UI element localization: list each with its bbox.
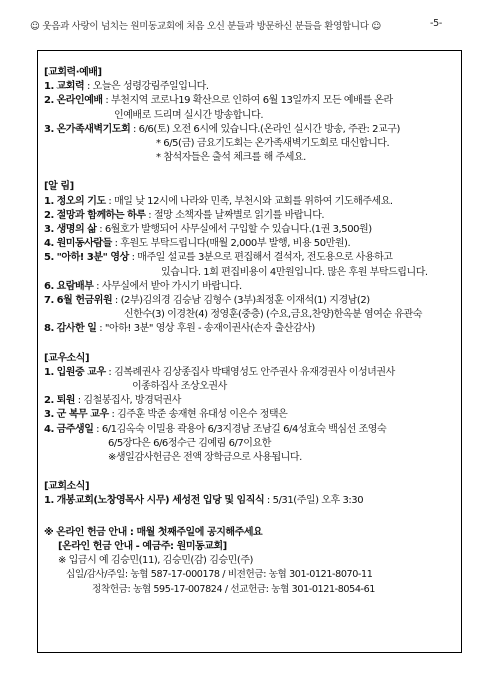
section-heading-members: [교우소식] [44, 352, 90, 364]
list-item: 4. 금주생일 : 6/1김옥숙 이밀용 곽용아 6/3지경남 조남길 6/4성효숙 백심선 조영숙 [44, 423, 387, 435]
list-item: 2. 온라인예배 : 부천지역 코로나19 확산으로 인하여 6월 13일까지 모든 예배를 온라 [44, 95, 393, 107]
list-item: 3. 군 복무 교우 : 김주훈 박준 송재현 유대성 이은수 정택은 [44, 409, 288, 421]
list-item-continuation: 6/5장다은 6/6정수근 김예림 6/7이요한 [108, 437, 271, 449]
list-item-continuation: * 6/5(금) 금요기도회는 온가족새벽기도회로 대신합니다. [156, 138, 390, 150]
list-item: 2. 절망과 함께하는 하루 : 절망 소책자를 날짜별로 읽기를 바랍니다. [44, 209, 325, 221]
list-item-continuation: 이종하집사 조상오권사 [132, 381, 227, 393]
list-item: 1. 개봉교회(노창영목사 시무) 세성전 입당 및 임직식 : 5/31(주일) 오후 3:30 [44, 495, 364, 507]
section-heading-worship: [교회력·예배] [44, 67, 102, 78]
section-heading-church-events: [교회소식] [44, 481, 90, 493]
offering-notice-title: ※ 온라인 헌금 안내 : 매월 첫째주일에 공지해주세요 [44, 526, 263, 538]
account-line: 정착헌금: 농협 595-17-007824 / 선교헌금: 농협 301-0121-8054-61 [92, 583, 376, 595]
list-item: 3. 생명의 삶 : 6월호가 발행되어 사무실에서 구입할 수 있습니다.(1권 3,500원) [44, 224, 372, 236]
list-item: 3. 온가족새벽기도회 : 6/6(토) 오전 6시에 있습니다.(온라인 실시간 방송, 주관: 2교구) [44, 123, 400, 135]
list-item: 2. 퇴원 : 김철봉집사, 방경덕권사 [44, 395, 181, 407]
offering-notice-example: ※ 입금시 예 김승민(11), 김승민(감) 김승민(주) [58, 555, 253, 567]
list-item: 4. 원미동사람들 : 후원도 부탁드립니다(매월 2,000부 발행, 비용 50만원). [44, 238, 351, 250]
list-item: 1. 교회력 : 오늘은 성령강림주일입니다. [44, 81, 209, 93]
list-item-continuation: 있습니다. 1회 편집비용이 4만원입니다. 많은 후원 부탁드립니다. [161, 266, 428, 278]
list-item: 1. 정오의 기도 : 매일 낮 12시에 나라와 민족, 부천시와 교회를 위하여 기도해주세요. [44, 195, 393, 207]
page-number: -5- [430, 18, 443, 29]
list-item: 6. 요람배부 : 사무실에서 받아 가시기 바랍니다. [44, 280, 242, 292]
offering-notice-subtitle: [온라인 헌금 안내 - 예금주: 원미동교회] [58, 540, 227, 552]
list-item-continuation: ※생일감사헌금은 전액 장학금으로 사용됩니다. [108, 452, 302, 464]
list-item: 1. 입원중 교우 : 김복례권사 김상종집사 박태영성도 안주권사 유재경권사 이성녀권사 [44, 366, 395, 378]
list-item-continuation: * 참석자들은 출석 체크를 해 주세요. [156, 152, 306, 164]
account-line: 십일/감사/주일: 농협 587-17-000178 / 비전헌금: 농협 301-0121-8070-11 [66, 569, 373, 581]
header-title: ☺ 웃음과 사랑이 넘치는 원미동교회에 처음 오신 분들과 방문하신 분들을 환영합니다 ☺ [30, 21, 381, 32]
offering-notice [44, 526, 456, 597]
section-heading-announcements: [알 림] [44, 181, 74, 193]
list-item: 7. 6월 헌금위원 : (2부)김의경 김승남 김형수 (3부)최정훈 이재석(1) 지경남(2) [44, 295, 370, 307]
list-item-continuation: 신한수(3) 이경찬(4) 정영훈(중층) (수요,금요,찬양)한옥분 염여순 유관숙 [124, 309, 422, 321]
bulletin-content [44, 66, 456, 597]
list-item-continuation: 인예배로 드리며 실시간 방송합니다. [114, 109, 264, 121]
list-item: 5. "아하! 3분" 영상 : 매주일 설교를 3분으로 편집해서 결석자, 전도용으로 사용하고 [44, 252, 393, 264]
list-item: 8. 감사한 일 : "아하! 3분" 영상 후원 - 송재이권사(손자 출산감사) [44, 323, 315, 335]
